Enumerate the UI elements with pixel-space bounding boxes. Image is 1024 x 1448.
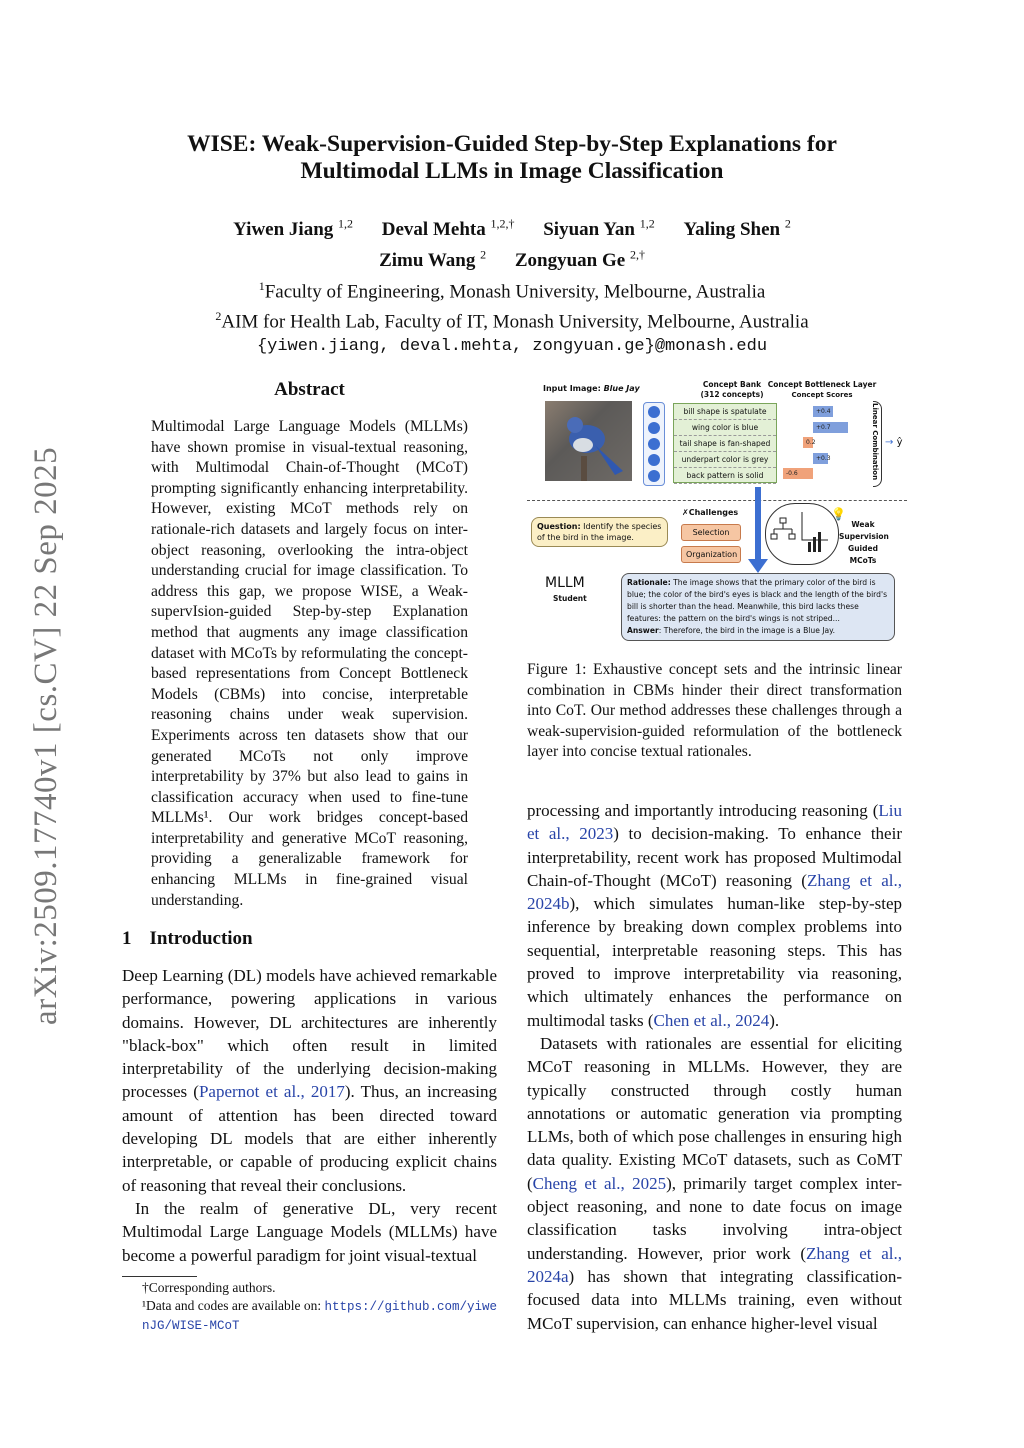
linear-combination-label: Linear Combination [871,403,879,481]
title-line: WISE: Weak-Supervision-Guided Step-by-Step Explanations for [187,131,837,157]
author-line-1 [100,212,924,243]
neuron-icon [648,422,660,434]
author-line-2 [100,243,924,274]
abstract-text: Multimodal Large Language Models (MLLMs) have shown promise in visual-textual reasoning, with Multimodal Chain-of-Thought (MCoT) prompting significantly enhancing interpretability. However, existing MCoT methods rely on rationale-rich datasets and largely focus on inter-object reasoning, overlooking the intra-object understanding crucial for image classification. To address this gap, we propose WISE, a Weak-supervIsion-guided Step-by-step Explanation method that augments any image classification dataset with MCoTs by reformulating the concept-based representations from Concept Bottleneck Models (CBMs) into concise, interpretable reasoning chains under weak supervision. Experiments across ten datasets show that our generated MCoTs not only improve interpretability by 37% but also lead to gains in classification accuracy when used to fine-tune MLLMs¹. Our work bridges concept-based interpretability and generative MCoT reasoning, providing a generalizable framework for enhancing MLLMs in fine-grained visual understanding. [151,418,468,909]
citation-link[interactable]: Liu et al., 2023 [527,801,902,844]
selection-box: Selection [681,524,741,541]
github-link[interactable]: https://github.com/yiwenJG/WISE-MCoT [142,1300,497,1333]
title-line: Multimodal LLMs in Image Classification [300,158,724,184]
footnotes [122,1279,497,1335]
figure-caption: Figure 1: Exhaustive concept sets and the intrinsic linear combination in CBMs hinder their direct transformation into CoT. Our method addresses these challenges through a weak-supervision-guided reformulation of the bottleneck layer into concise textual rationales. [527,661,902,761]
student-label: Student [553,594,587,603]
abstract-heading: Abstract [274,379,345,400]
input-image-label: Input Image: Blue Jay [543,384,640,393]
paragraph: In the realm of generative DL, very recent Multimodal Large Language Models (MLLMs) have become a powerful paradigm for joint visual-textual [122,1198,497,1265]
concept-row: tail shape is fan-shaped [674,436,776,452]
challenges-label: ✗Challenges [682,508,739,517]
thought-cloud-icon [765,503,839,565]
neuron-icon [648,470,660,482]
citation-link[interactable]: Cheng et al., 2025 [532,1173,667,1193]
author: Siyuan Yan $^{1,2}$ [543,217,655,241]
section-heading: 1 Introduction [122,928,253,949]
weak-supervision-label: Weak Supervision Guided MCoTs [839,520,889,565]
y-hat-output: → ŷ [885,437,903,448]
down-arrow [755,487,761,565]
cbl-title: Concept Bottleneck Layer Concept Scores [767,380,877,399]
concept-scores [785,403,855,483]
author: Deval Mehta $^{1,2,\dagger}$ [381,217,515,241]
concept-score-bar: 0.2 [803,437,813,448]
author: Yiwen Jiang $^{1,2}$ [233,217,354,241]
intro-left-column [122,964,497,1267]
footnote-1: ¹Data and codes are available on: https://github.com/yiwenJG/WISE-MCoT [142,1298,497,1333]
divider [527,500,907,501]
lightbulb-icon: 💡 [831,507,846,521]
concept-row: wing color is blue [674,420,776,436]
blue-jay-image [545,401,632,481]
neuron-icon [648,406,660,418]
concept-row: underpart color is grey [674,452,776,468]
citation-link[interactable]: Zhang et al., 2024b [527,870,902,914]
rationale-box: Rationale: The image shows that the primary color of the bird is blue; the color of the bird's eyes is black and the length of the bird's bill is shorter than the head. Meanwhile, this bird lacks these features: the pattern on the bird's wings is not striped... Answer: Therefore, the bird in the image is a Blue Jay. [621,573,895,641]
concept-score-bar: +0.3 [813,453,828,464]
affiliation-2: $^2$AIM for Health Lab, Faculty of IT, Monash University, Melbourne, Australia [215,309,809,333]
neuron-icon [648,438,660,450]
arrow-head [748,559,768,573]
concept-score-bar: +0.4 [813,406,833,417]
tree-chart-icon [766,504,836,562]
concept-row: back pattern is solid [674,468,776,484]
footnote-rule [122,1276,197,1277]
paper-title [100,131,924,185]
concept-bank [673,403,777,483]
mllm-label: MLLM [545,575,585,591]
author: Yaling Shen $^2$ [683,217,791,241]
right-column [527,799,902,1335]
affiliation-1: $^1$Faculty of Engineering, Monash University, Melbourne, Australia [258,278,766,302]
organization-box: Organization [681,546,741,563]
author: Zongyuan Ge $^{2,\dagger}$ [514,247,645,272]
paragraph: processing and importantly introducing reasoning (Liu et al., 2023) to decision-making. To enhance their interpretability, recent work has proposed Multimodal Chain-of-Thought (MCoT) reasoning (Zhang et al., 2024b), which simulates human-like step-by-step inference by breaking down complex problems into sequential, interpretable reasoning steps. This has proved to improve interpretability via reasoning, which ultimately enhances the performance on multimodal tasks (Chen et al., 2024). [527,801,902,1030]
arxiv-side-label: arXiv:2509.17740v1 [cs.CV] 22 Sep 2025 [28,446,64,1025]
question-box: Question: Identify the species of the bird in the image. [531,517,668,547]
citation-link[interactable]: Chen et al., 2024 [653,1010,770,1030]
neuron-icon [648,454,660,466]
concept-row: bill shape is spatulate [674,404,776,420]
emails: {yiwen.jiang, deval.mehta, zongyuan.ge}@monash.edu [256,337,768,357]
bird-illustration [545,401,632,481]
citation-link[interactable]: Papernot et al., 2017 [198,1082,345,1102]
concept-score-bar: -0.6 [783,468,813,479]
concept-score-bar: +0.7 [813,422,848,433]
feature-vector [643,402,665,486]
paragraph: Datasets with rationales are essential for eliciting MCoT reasoning in MLLMs. However, they are typically constructed through costly human annotations or automatic generation via prompting LLMs, both of which pose challenges in ensuring high data quality. Existing MCoT datasets, such as CoMT (Cheng et al., 2025), primarily target complex inter-object reasoning, and none to date focus on image classification tasks involving intra-object understanding. However, prior work (Zhang et al., 2024a) has shown that integrating classification-focused data into MLLMs training, even without MCoT supervision, can enhance higher-level visual [527,1033,902,1333]
figure-1 [527,375,907,645]
author: Zimu Wang $^2$ [379,247,487,272]
citation-link[interactable]: Zhang et al., 2024a [527,1243,902,1286]
author-block [100,212,924,360]
footnote-dagger: †Corresponding authors. [142,1280,276,1295]
concept-bank-title: Concept Bank (312 concepts) [700,380,764,399]
paragraph: Deep Learning (DL) models have achieved remarkable performance, powering applications in various domains. However, DL architectures are inherently "black-box" which often result in limited interpretability of the underlying decision-making processes (Papernot et al., 2017). Thus, an increasing amount of attention has been directed toward developing DL models that are either inherently interpretable, or capable of producing explicit chains of reasoning that reveal their conclusions. [122,966,498,1195]
